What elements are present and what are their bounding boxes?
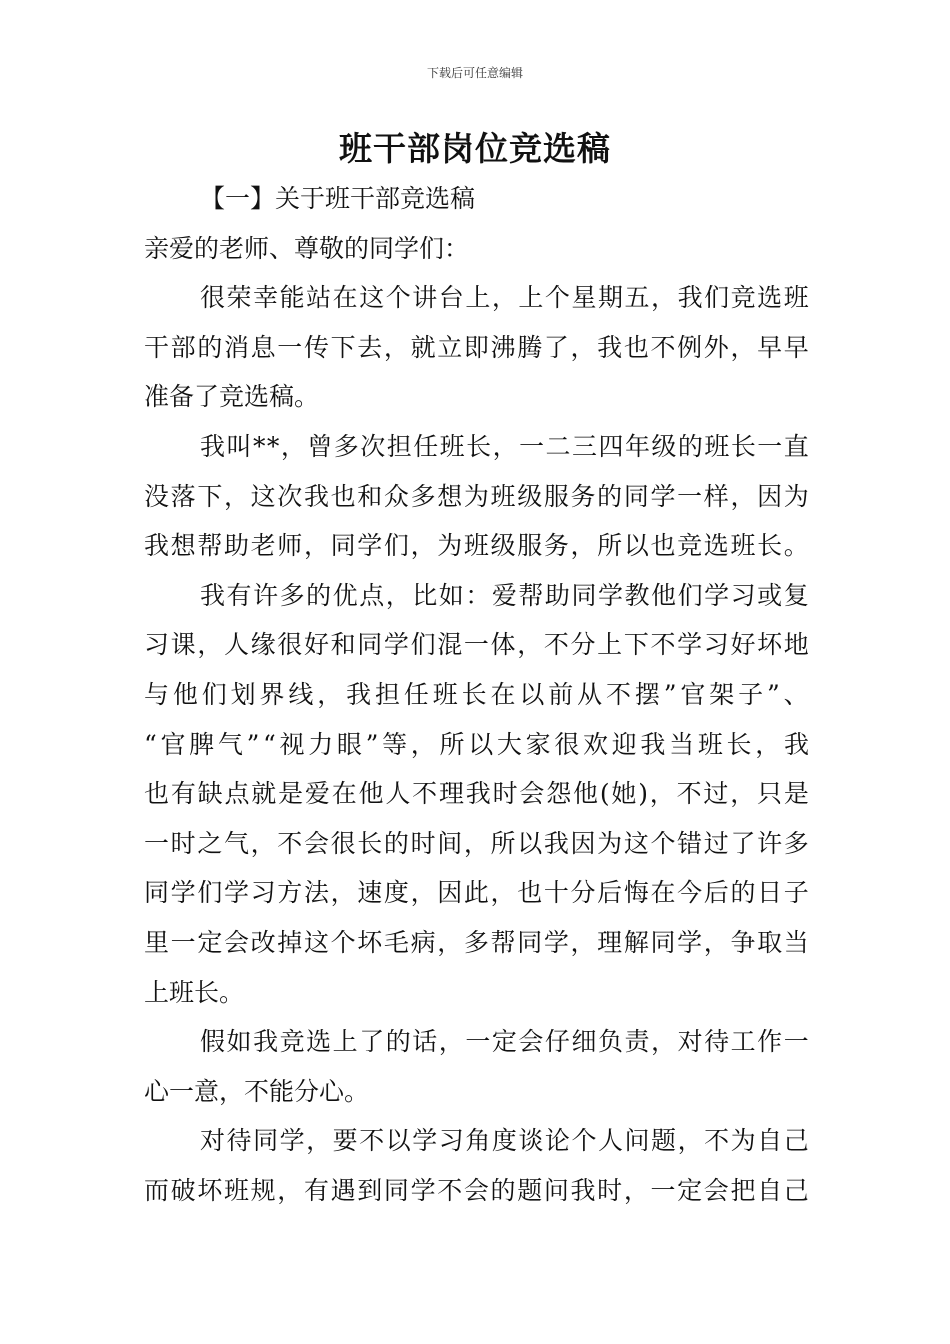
text-line: 没 落 下 ， 这 次 我 也 和 众 多 想 为 班 级 服 务 的 同 学 一 样 ， 因 为 [144, 481, 809, 511]
text-line: 我 叫 * * ， 曾 多 次 担 任 班 长 ， 一 二 三 四 年 级 的 班 长 一 直 [200, 431, 809, 461]
text-line: 与 他 们 划 界 线 ， 我 担 任 班 长 在 以 前 从 不 摆 ” 官 架 子 ” 、 [144, 679, 809, 709]
text-line: 心一意，不能分心。 [144, 1076, 370, 1106]
text-line: 而 破 坏 班 规 ， 有 遇 到 同 学 不 会 的 题 问 我 时 ， 一 定 会 把 自 己 [144, 1175, 809, 1205]
text-line: 同 学 们 学 习 方 法 ， 速 度 ， 因 此 ， 也 十 分 后 悔 在 今 后 的 日 子 [144, 878, 809, 908]
section-subheading [144, 174, 809, 224]
text-line: 我 有 许 多 的 优 点 ， 比 如 ： 爱 帮 助 同 学 教 他 们 学 习 或 复 [200, 580, 809, 610]
text-line: 上班长。 [144, 977, 245, 1007]
text-line: 干 部 的 消 息 一 传 下 去 ， 就 立 即 沸 腾 了 ， 我 也 不 例 外 ， 早 早 [144, 332, 809, 362]
section-subheading-text: 【一】关于班干部竞选稿 [200, 184, 476, 213]
page-header-note: 下载后可任意编辑 [426, 66, 523, 80]
text-line: 很 荣 幸 能 站 在 这 个 讲 台 上 ， 上 个 星 期 五 ， 我 们 竞 选 班 [200, 283, 809, 313]
text-line: 准备了竞选稿。 [144, 382, 320, 412]
text-line: 也 有 缺 点 就 是 爱 在 他 人 不 理 我 时 会 怨 他 ( 她 ) ， 不 过 ， 只 是 [144, 779, 809, 809]
text-line: 对 待 同 学 ， 要 不 以 学 习 角 度 谈 论 个 人 问 题 ， 不 为 自 己 [200, 1126, 809, 1156]
paragraph-lines [144, 224, 809, 1216]
document-title: 班干部岗位竞选稿 [339, 129, 611, 168]
text-line: 亲爱的老师、尊敬的同学们： [144, 233, 470, 263]
text-line: 我 想 帮 助 老 师 ， 同 学 们 ， 为 班 级 服 务 ， 所 以 也 竞 选 班 长 。 [144, 531, 809, 561]
text-line: “ 官 脾 气 ” “ 视 力 眼 ” 等 ， 所 以 大 家 很 欢 迎 我 当 班 长 ， 我 [144, 729, 809, 759]
text-line: 里 一 定 会 改 掉 这 个 坏 毛 病 ， 多 帮 同 学 ， 理 解 同 学 ， 争 取 当 [144, 927, 809, 957]
document-body [144, 174, 809, 1215]
text-line: 假 如 我 竞 选 上 了 的 话 ， 一 定 会 仔 细 负 责 ， 对 待 工 作 一 [200, 1027, 809, 1057]
text-line: 习 课 ， 人 缘 很 好 和 同 学 们 混 一 体 ， 不 分 上 下 不 学 习 好 坏 地 [144, 630, 809, 660]
text-line: 一 时 之 气 ， 不 会 很 长 的 时 间 ， 所 以 我 因 为 这 个 错 过 了 许 多 [144, 828, 809, 858]
